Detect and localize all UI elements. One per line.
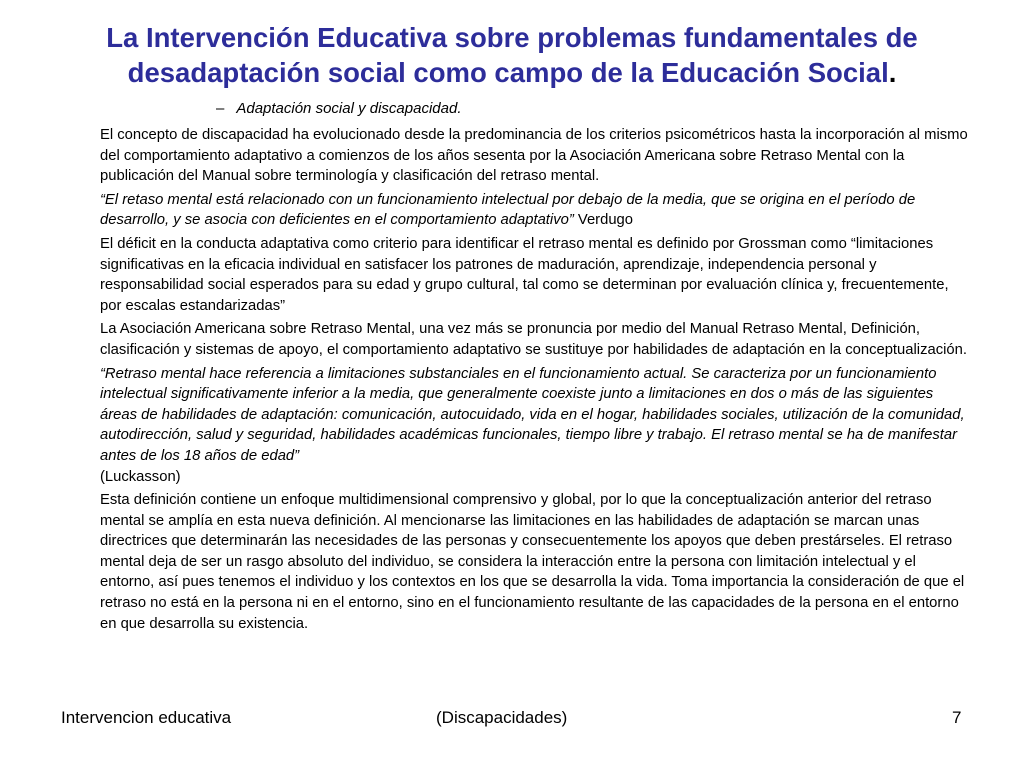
slide-title-text: La Intervención Educativa sobre problemas fundamentales de desadaptación social como campo de la Educación Social	[106, 22, 918, 88]
quote-verdugo-author: Verdugo	[577, 212, 634, 229]
slide-body	[100, 125, 970, 637]
paragraph-grossman: El déficit en la conducta adaptativa como criterio para identificar el retraso mental es definido por Grossman como “limitaciones significativas en la eficacia individual en satisfacer los patrones de maduración, aprendizaje, independencia personal y responsabilidad social esperados para su edad y grupo cultural, tal como se determinan por evaluación clínica y, frecuentemente, por escalas estandarizadas”	[100, 235, 949, 314]
slide-title-period: .	[888, 57, 897, 88]
quote-luckasson	[100, 364, 970, 488]
quote-verdugo-text: “El retaso mental está relacionado con un funcionamiento intelectual por debajo de la media, que se origina en el período de desarrollo, y se asocia con deficientes en el comportamiento adaptativo”	[100, 191, 916, 229]
quote-luckasson-text: “Retraso mental hace referencia a limitaciones substanciales en el funcionamiento actual. Se caracteriza por un funcionamiento intelectual significativamente inferior a la media, que generalmente coexiste junto a limitaciones en dos o más de las siguientes áreas de habilidades de adaptación: comunicación, autocuidado, vida en el hogar, habilidades sociales, utilización de la comunidad, autodirección, salud y seguridad, habilidades académicas funcionales, tiempo libre y trabajo. El retraso mental se ha de manifestar antes de los 18 años de edad”	[100, 365, 965, 464]
subheading-bullet: –	[216, 100, 225, 117]
paragraph-enfoque-multidimensional: Esta definición contiene un enfoque multidimensional comprensivo y global, por lo que la conceptualización anterior del retraso mental se amplía en esta nueva definición. Al mencionarse las limitaciones en las habilidades de adaptación se marcan unas directrices que determinarán las necesidades de las personas y consecuentemente los apoyos que deben prestárseles. El retraso mental deja de ser un rasgo absoluto del individuo, se considera la interacción entre la persona con limitación intelectual y el entorno, así pues tenemos el individuo y los contextos en los que se desarrolla la vida. Toma importancia la consideración de que el retraso no está en la persona ni en el entorno, sino en el funcionamiento resultante de las capacidades de la persona en el entorno en que desarrolla su existencia.	[100, 492, 965, 632]
page-number: 7	[952, 708, 962, 727]
footer-left-text: Intervencion educativa	[61, 708, 232, 727]
paragraph-asociacion-americana: La Asociación Americana sobre Retraso Mental, una vez más se pronuncia por medio del Manual Retraso Mental, Definición, clasificación y sistemas de apoyo, el comportamiento adaptativo se sustituye por habilidades de adaptación en la conceptualización.	[100, 321, 967, 358]
slide-title	[40, 20, 984, 90]
quote-luckasson-author: (Luckasson)	[100, 468, 181, 485]
subheading	[216, 99, 461, 119]
subheading-text: Adaptación social y discapacidad.	[236, 100, 462, 117]
footer-center-text: (Discapacidades)	[436, 708, 568, 727]
paragraph-concepto-discapacidad: El concepto de discapacidad ha evolucionado desde la predominancia de los criterios psicométricos hasta la incorporación al mismo del comportamiento adaptativo a comienzos de los años sesenta por la Asociación Americana sobre Retraso Mental con la publicación del Manual sobre terminología y clasificación del retraso mental.	[100, 127, 968, 185]
quote-verdugo	[100, 190, 970, 231]
